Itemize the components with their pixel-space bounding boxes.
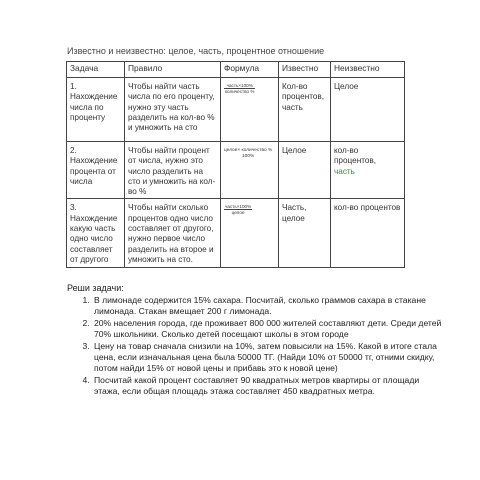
header-task: Задача (67, 62, 125, 78)
list-item: 3. Цену на товар сначала снизили на 10%, затем повысили на 15%. Какой в итоге стала цена, если изначальная цена была 50000 ТГ. (Найди 10% от 50000 тг, отними скидку, потом найди 15% от новой цены и прибавь это к новой цене) (92, 341, 442, 375)
formula-numerator: часть×100% (224, 83, 255, 89)
formula-fraction (224, 204, 252, 215)
formula-denominator: целое (231, 210, 245, 216)
known-cell: Часть, целое (279, 199, 331, 268)
header-unknown: Неизвестно (331, 62, 405, 78)
unknown-text: кол-во процентов, (334, 146, 377, 166)
formula-cell (221, 78, 279, 142)
list-item: 2. 20% населения города, где проживает 800 000 жителей составляют дети. Среди детей 70% школьники. Сколько детей посещают школы в этом городе (92, 318, 442, 341)
rule-cell: Чтобы найти сколько процентов одно число составляет от другого, нужно первое число разделить на второе и умножить на сто. (125, 199, 221, 268)
known-cell: Кол-во процентов, часть (279, 78, 331, 142)
list-item: 1. В лимонаде содержится 15% сахара. Посчитай, сколько граммов сахара в стакане лимонада. Стакан вмещает 200 г лимонада. (92, 295, 442, 318)
list-item: 4. Посчитай какой процент составляет 90 квадратных метров квартиры от площади этажа, если общая площадь этажа составляет 450 квадратных метра. (92, 375, 442, 398)
formula-numerator: часть×100% (225, 204, 252, 210)
table-header-row (67, 62, 405, 78)
header-formula: Формула (221, 62, 279, 78)
task-cell: 2. Нахождение процента от числа (67, 142, 125, 199)
task-cell: 3. Нахождение какую часть одно число составляет от другого (67, 199, 125, 268)
percent-rules-table (66, 61, 405, 268)
rule-cell: Чтобы найти процент от числа, нужно это число разделить на сто и умножить на кол-во % (125, 142, 221, 199)
header-rule: Правило (125, 62, 221, 78)
tasks-heading: Реши задачи: (67, 283, 124, 293)
task-list (67, 295, 442, 398)
known-cell: Целое (279, 142, 331, 199)
header-known: Известно (279, 62, 331, 78)
unknown-cell (331, 142, 405, 199)
formula-cell (221, 142, 279, 199)
formula-inline (224, 148, 272, 160)
table-row (67, 142, 405, 199)
task-cell: 1. Нахождение числа по проценту (67, 78, 125, 142)
formula-denominator: количество % (225, 89, 255, 94)
unknown-cell: кол-во процентов (331, 199, 405, 268)
table-title: Известно и неизвестно: целое, часть, процентное отношение (67, 46, 325, 56)
table-row (67, 78, 405, 142)
unknown-highlight: часть (334, 166, 355, 176)
formula-denominator: 100% (241, 154, 255, 159)
table-row (67, 199, 405, 268)
formula-fraction (224, 83, 255, 94)
rule-cell: Чтобы найти часть числа по его проценту, нужно эту часть разделить на кол-во % и умножить на сто (125, 78, 221, 142)
formula-expression: целое× количество % (224, 148, 273, 153)
formula-cell (221, 199, 279, 268)
unknown-cell: Целое (331, 78, 405, 142)
